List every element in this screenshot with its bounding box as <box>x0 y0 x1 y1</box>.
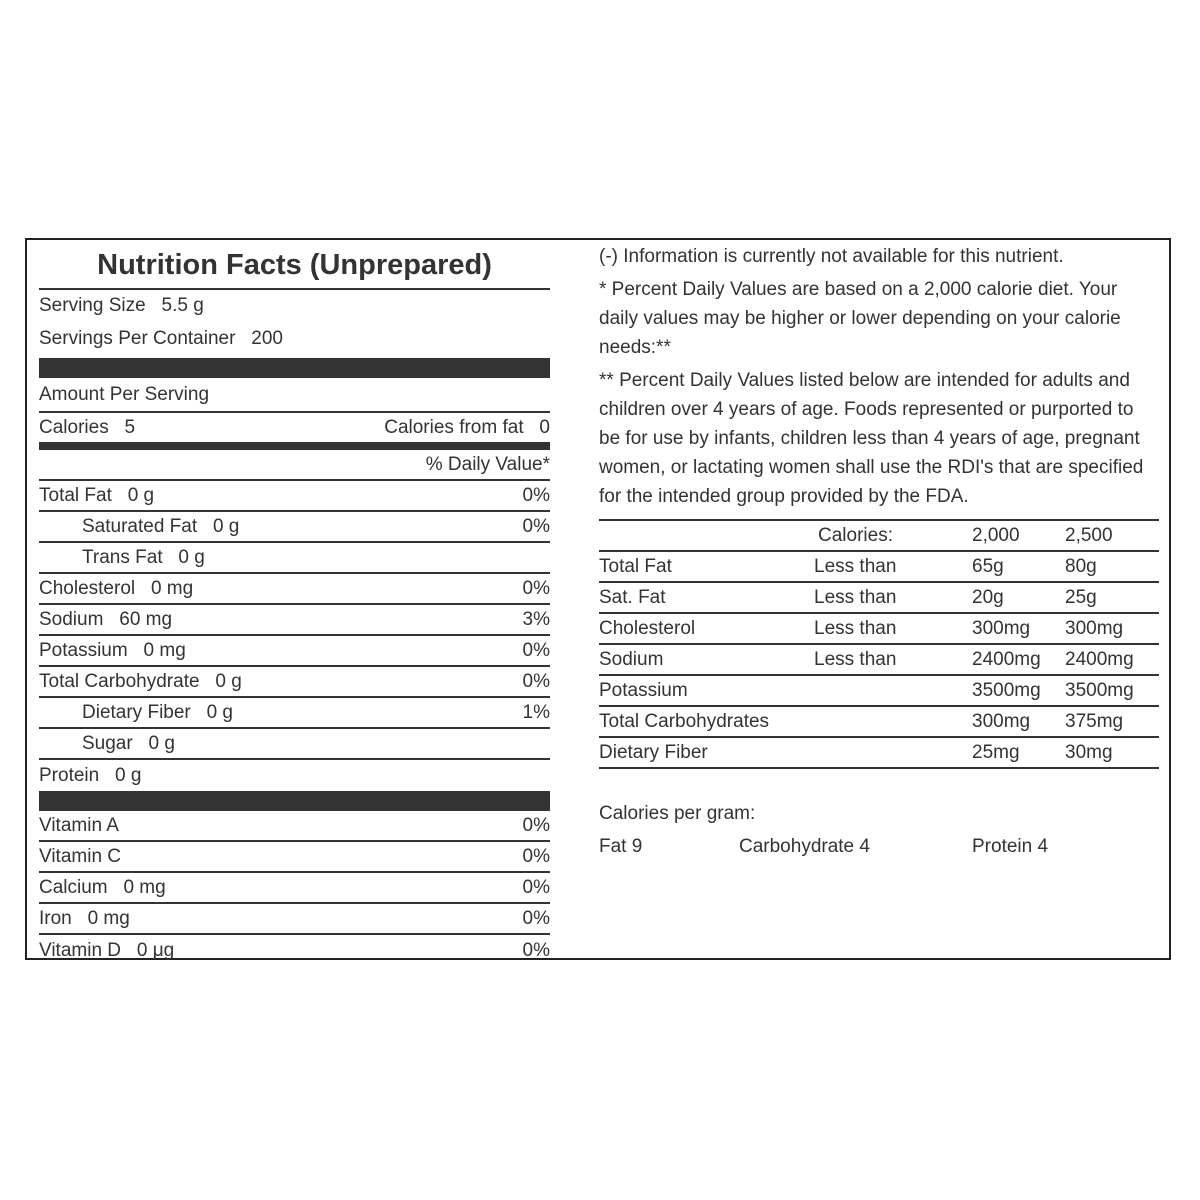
nutrient-dv: 0% <box>522 577 550 599</box>
dv-header-2000: 2,000 <box>972 520 1065 551</box>
nutrition-facts-panel <box>39 240 550 966</box>
nutrition-label <box>25 238 1171 960</box>
nutrient-name: Sodium 60 mg <box>39 608 173 630</box>
vitamin-dv: 0% <box>522 939 550 961</box>
servings-per-container: Servings Per Container 200 <box>39 328 283 349</box>
nutrient-name: Total Fat 0 g <box>39 484 155 506</box>
nutrient-name: Potassium 0 mg <box>39 639 186 661</box>
vitamin-name: Iron 0 mg <box>39 907 130 929</box>
dv-row-2000: 20g <box>972 582 1065 613</box>
nutrient-dv: 3% <box>522 608 550 630</box>
dv-row-name: Dietary Fiber <box>599 737 814 768</box>
dv-row-name: Total Carbohydrates <box>599 706 814 737</box>
calories-per-gram-row <box>599 832 1159 861</box>
nutrient-name: Sugar 0 g <box>82 732 175 754</box>
daily-values-panel <box>599 240 1159 861</box>
dv-table-row <box>599 675 1159 706</box>
dv-row-2000: 300mg <box>972 613 1065 644</box>
nutrient-dv: 1% <box>522 701 550 723</box>
dv-row-2000: 25mg <box>972 737 1065 768</box>
dv-row-2000: 300mg <box>972 706 1065 737</box>
dv-table-row <box>599 551 1159 582</box>
vitamin-row-d <box>39 935 550 966</box>
dv-row-name: Sodium <box>599 644 814 675</box>
thick-divider <box>39 791 550 811</box>
nutrient-row-total-carbohydrate <box>39 667 550 698</box>
dv-row-2500: 80g <box>1065 551 1159 582</box>
percent-dv-note: * Percent Daily Values are based on a 2,000 calorie diet. Your daily values may be higher or lower depending on your calorie needs:** <box>599 279 1121 358</box>
cpg-protein: Protein 4 <box>972 836 1049 857</box>
nutrient-row-sugar <box>39 729 550 760</box>
dv-row-qualifier <box>814 675 972 706</box>
dv-row-qualifier <box>814 706 972 737</box>
dv-row-2500: 300mg <box>1065 613 1159 644</box>
vitamin-row-calcium <box>39 873 550 904</box>
daily-value-header-row <box>39 450 550 481</box>
dv-row-name: Cholesterol <box>599 613 814 644</box>
nutrient-name: Total Carbohydrate 0 g <box>39 670 242 692</box>
nutrient-row-cholesterol <box>39 574 550 605</box>
nutrient-dv: 0% <box>522 484 550 506</box>
dv-table-header <box>599 520 1159 551</box>
serving-size-row <box>39 290 550 322</box>
dv-row-name: Potassium <box>599 675 814 706</box>
dv-row-qualifier <box>814 737 972 768</box>
amount-per-serving-row <box>39 378 550 413</box>
dv-table-row <box>599 706 1159 737</box>
medium-divider <box>39 442 550 450</box>
nutrient-row-potassium <box>39 636 550 667</box>
vitamin-dv: 0% <box>522 845 550 867</box>
calories-row <box>39 413 550 442</box>
vitamin-row-a <box>39 811 550 842</box>
nutrient-dv: 0% <box>522 670 550 692</box>
dv-row-name: Sat. Fat <box>599 582 814 613</box>
nutrient-name: Saturated Fat 0 g <box>82 515 240 537</box>
nutrient-dv: 0% <box>522 515 550 537</box>
dv-row-2500: 30mg <box>1065 737 1159 768</box>
dv-row-qualifier: Less than <box>814 582 972 613</box>
nutrient-row-sodium <box>39 605 550 636</box>
vitamin-list <box>39 811 550 966</box>
nutrient-name: Cholesterol 0 mg <box>39 577 194 599</box>
dv-row-qualifier: Less than <box>814 644 972 675</box>
thick-divider <box>39 358 550 378</box>
vitamin-name: Calcium 0 mg <box>39 876 166 898</box>
dv-header-2500: 2,500 <box>1065 520 1159 551</box>
nutrient-row-saturated-fat <box>39 512 550 543</box>
calories: Calories 5 <box>39 416 136 438</box>
daily-value-header: % Daily Value* <box>425 453 550 475</box>
dv-row-2000: 2400mg <box>972 644 1065 675</box>
vitamin-name: Vitamin A <box>39 814 119 836</box>
label-title: Nutrition Facts (Unprepared) <box>39 240 550 290</box>
dv-row-2500: 375mg <box>1065 706 1159 737</box>
dv-row-qualifier: Less than <box>814 613 972 644</box>
nutrient-name: Dietary Fiber 0 g <box>82 701 233 723</box>
dv-row-2500: 2400mg <box>1065 644 1159 675</box>
dv-table-row <box>599 737 1159 768</box>
nutrient-name: Protein 0 g <box>39 764 142 786</box>
vitamin-row-c <box>39 842 550 873</box>
dv-row-2500: 25g <box>1065 582 1159 613</box>
vitamin-name: Vitamin C <box>39 845 122 867</box>
dv-header-calories: Calories: <box>814 520 972 551</box>
dv-row-2000: 65g <box>972 551 1065 582</box>
nutrient-list <box>39 481 550 791</box>
unavailable-note: (-) Information is currently not available for this nutrient. <box>599 246 1064 267</box>
dv-row-2500: 3500mg <box>1065 675 1159 706</box>
cpg-carbohydrate: Carbohydrate 4 <box>739 836 870 857</box>
calories-from-fat: Calories from fat 0 <box>384 416 550 438</box>
vitamin-dv: 0% <box>522 907 550 929</box>
daily-values-table <box>599 519 1159 769</box>
servings-per-container-row <box>39 322 550 356</box>
dv-table-row <box>599 613 1159 644</box>
dv-table-row <box>599 644 1159 675</box>
amount-per-serving: Amount Per Serving <box>39 383 210 405</box>
nutrient-row-total-fat <box>39 481 550 512</box>
nutrient-row-trans-fat <box>39 543 550 574</box>
serving-size: Serving Size 5.5 g <box>39 295 204 316</box>
calories-per-gram-title: Calories per gram: <box>599 803 756 824</box>
dv-row-2000: 3500mg <box>972 675 1065 706</box>
dv-row-name: Total Fat <box>599 551 814 582</box>
nutrient-dv: 0% <box>522 639 550 661</box>
nutrient-row-dietary-fiber <box>39 698 550 729</box>
intended-use-note: ** Percent Daily Values listed below are intended for adults and children over 4 years of age. Foods represented or purported to be for use by infants, children less than 4 years of age, pregnant women, or lactating women shall use the RDI's that are specified for the intended group provided by the FDA. <box>599 370 1144 507</box>
dv-header-name <box>599 520 814 551</box>
vitamin-dv: 0% <box>522 814 550 836</box>
dv-row-qualifier: Less than <box>814 551 972 582</box>
vitamin-name: Vitamin D 0 μg <box>39 939 175 961</box>
dv-table-row <box>599 582 1159 613</box>
nutrient-row-protein <box>39 760 550 791</box>
nutrient-name: Trans Fat 0 g <box>82 546 205 568</box>
vitamin-dv: 0% <box>522 876 550 898</box>
cpg-fat: Fat 9 <box>599 836 643 857</box>
vitamin-row-iron <box>39 904 550 935</box>
